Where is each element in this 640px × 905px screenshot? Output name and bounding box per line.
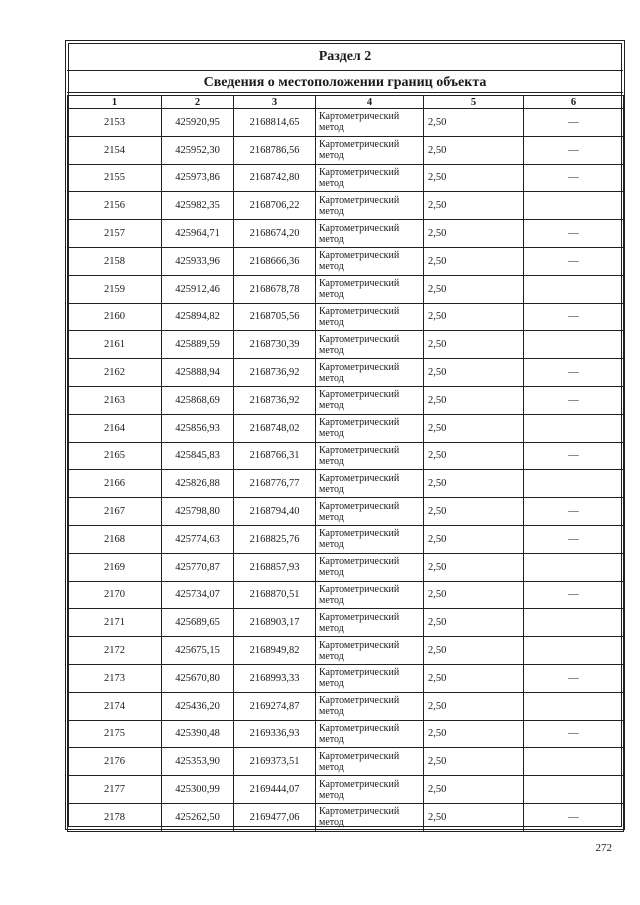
cell-point-number: 2163: [68, 386, 162, 414]
cell-accuracy: 2,50: [424, 164, 524, 192]
cell-coord-y: 2168736,92: [234, 359, 316, 387]
cell-method: Картометрический метод: [316, 275, 424, 303]
cell-accuracy: 2,50: [424, 664, 524, 692]
table-row: [68, 442, 624, 470]
table-row: [68, 692, 624, 720]
table-header-row: [68, 96, 624, 109]
cell-method: Картометрический метод: [316, 609, 424, 637]
cell-coord-x: 425868,69: [162, 386, 234, 414]
cell-accuracy: 2,50: [424, 414, 524, 442]
cell-note: [524, 331, 624, 359]
cell-coord-x: 425952,30: [162, 136, 234, 164]
cell-point-number: 2165: [68, 442, 162, 470]
cell-coord-x: 425912,46: [162, 275, 234, 303]
column-header-6: 6: [524, 96, 624, 109]
cell-note: —: [524, 109, 624, 137]
cell-note: [524, 192, 624, 220]
cell-note: [524, 414, 624, 442]
cell-coord-y: 2168870,51: [234, 581, 316, 609]
cell-note: [524, 553, 624, 581]
table-row: [68, 637, 624, 665]
cell-accuracy: 2,50: [424, 553, 524, 581]
cell-coord-y: 2168776,77: [234, 470, 316, 498]
cell-note: [524, 275, 624, 303]
cell-point-number: 2176: [68, 748, 162, 776]
cell-accuracy: 2,50: [424, 386, 524, 414]
cell-method: Картометрический метод: [316, 803, 424, 831]
cell-coord-x: 425920,95: [162, 109, 234, 137]
cell-coord-x: 425889,59: [162, 331, 234, 359]
cell-note: [524, 692, 624, 720]
cell-method: Картометрический метод: [316, 748, 424, 776]
cell-accuracy: 2,50: [424, 720, 524, 748]
cell-point-number: 2177: [68, 776, 162, 804]
cell-coord-y: 2168730,39: [234, 331, 316, 359]
cell-accuracy: 2,50: [424, 803, 524, 831]
cell-coord-x: 425353,90: [162, 748, 234, 776]
cell-point-number: 2162: [68, 359, 162, 387]
cell-method: Картометрический метод: [316, 525, 424, 553]
cell-coord-y: 2168993,33: [234, 664, 316, 692]
cell-accuracy: 2,50: [424, 581, 524, 609]
cell-note: [524, 637, 624, 665]
table-row: [68, 275, 624, 303]
cell-method: Картометрический метод: [316, 692, 424, 720]
table-row: [68, 581, 624, 609]
cell-method: Картометрический метод: [316, 220, 424, 248]
table-row: [68, 498, 624, 526]
cell-accuracy: 2,50: [424, 136, 524, 164]
cell-note: —: [524, 664, 624, 692]
cell-point-number: 2174: [68, 692, 162, 720]
cell-method: Картометрический метод: [316, 776, 424, 804]
cell-coord-x: 425734,07: [162, 581, 234, 609]
cell-accuracy: 2,50: [424, 776, 524, 804]
cell-coord-x: 425670,80: [162, 664, 234, 692]
cell-note: [524, 470, 624, 498]
cell-method: Картометрический метод: [316, 359, 424, 387]
table-row: [68, 136, 624, 164]
cell-method: Картометрический метод: [316, 498, 424, 526]
cell-coord-x: 425689,65: [162, 609, 234, 637]
cell-coord-x: 425675,15: [162, 637, 234, 665]
cell-coord-x: 425964,71: [162, 220, 234, 248]
cell-coord-x: 425982,35: [162, 192, 234, 220]
cell-point-number: 2175: [68, 720, 162, 748]
cell-coord-x: 425973,86: [162, 164, 234, 192]
cell-method: Картометрический метод: [316, 164, 424, 192]
table-row: [68, 192, 624, 220]
cell-point-number: 2167: [68, 498, 162, 526]
table-row: [68, 664, 624, 692]
cell-coord-y: 2168903,17: [234, 609, 316, 637]
cell-point-number: 2166: [68, 470, 162, 498]
cell-coord-x: 425933,96: [162, 247, 234, 275]
cell-coord-y: 2168786,56: [234, 136, 316, 164]
cell-coord-y: 2168949,82: [234, 637, 316, 665]
table-row: [68, 609, 624, 637]
cell-method: Картометрический метод: [316, 581, 424, 609]
cell-coord-x: 425770,87: [162, 553, 234, 581]
section-title: Раздел 2: [67, 43, 623, 71]
subsection-title: Сведения о местоположении границ объекта: [67, 73, 623, 93]
cell-note: —: [524, 442, 624, 470]
table-row: [68, 553, 624, 581]
cell-coord-y: 2169336,93: [234, 720, 316, 748]
cell-method: Картометрический метод: [316, 720, 424, 748]
cell-coord-x: 425894,82: [162, 303, 234, 331]
cell-coord-y: 2168857,93: [234, 553, 316, 581]
column-header-1: 1: [68, 96, 162, 109]
table-row: [68, 359, 624, 387]
cell-coord-x: 425262,50: [162, 803, 234, 831]
cell-accuracy: 2,50: [424, 748, 524, 776]
cell-coord-x: 425826,88: [162, 470, 234, 498]
table-row: [68, 776, 624, 804]
cell-method: Картометрический метод: [316, 637, 424, 665]
cell-coord-x: 425888,94: [162, 359, 234, 387]
cell-note: [524, 776, 624, 804]
cell-coord-x: 425436,20: [162, 692, 234, 720]
cell-method: Картометрический метод: [316, 470, 424, 498]
cell-accuracy: 2,50: [424, 470, 524, 498]
cell-point-number: 2171: [68, 609, 162, 637]
table-row: [68, 720, 624, 748]
column-header-5: 5: [424, 96, 524, 109]
table-row: [68, 331, 624, 359]
cell-accuracy: 2,50: [424, 247, 524, 275]
cell-coord-y: 2168678,78: [234, 275, 316, 303]
table-row: [68, 748, 624, 776]
column-header-4: 4: [316, 96, 424, 109]
cell-coord-x: 425856,93: [162, 414, 234, 442]
cell-method: Картометрический метод: [316, 331, 424, 359]
cell-method: Картометрический метод: [316, 136, 424, 164]
cell-coord-y: 2168666,36: [234, 247, 316, 275]
cell-note: —: [524, 136, 624, 164]
cell-method: Картометрический метод: [316, 442, 424, 470]
column-header-3: 3: [234, 96, 316, 109]
table-row: [68, 470, 624, 498]
cell-point-number: 2155: [68, 164, 162, 192]
table-body: [68, 109, 624, 832]
cell-note: —: [524, 220, 624, 248]
cell-coord-y: 2168742,80: [234, 164, 316, 192]
cell-point-number: 2169: [68, 553, 162, 581]
boundary-coordinates-table: [67, 95, 624, 832]
page-number: 272: [595, 842, 612, 854]
cell-point-number: 2153: [68, 109, 162, 137]
cell-accuracy: 2,50: [424, 303, 524, 331]
column-header-2: 2: [162, 96, 234, 109]
cell-method: Картометрический метод: [316, 247, 424, 275]
cell-coord-y: 2168766,31: [234, 442, 316, 470]
cell-note: —: [524, 581, 624, 609]
cell-coord-y: 2169373,51: [234, 748, 316, 776]
cell-note: —: [524, 303, 624, 331]
table-row: [68, 247, 624, 275]
cell-accuracy: 2,50: [424, 498, 524, 526]
cell-coord-y: 2168748,02: [234, 414, 316, 442]
cell-accuracy: 2,50: [424, 275, 524, 303]
cell-accuracy: 2,50: [424, 442, 524, 470]
cell-method: Картометрический метод: [316, 192, 424, 220]
table-row: [68, 220, 624, 248]
cell-note: —: [524, 247, 624, 275]
table-row: [68, 414, 624, 442]
cell-accuracy: 2,50: [424, 192, 524, 220]
table-row: [68, 525, 624, 553]
cell-accuracy: 2,50: [424, 359, 524, 387]
cell-coord-y: 2169444,07: [234, 776, 316, 804]
cell-point-number: 2172: [68, 637, 162, 665]
cell-note: —: [524, 498, 624, 526]
cell-note: —: [524, 803, 624, 831]
cell-point-number: 2156: [68, 192, 162, 220]
cell-note: —: [524, 359, 624, 387]
cell-point-number: 2170: [68, 581, 162, 609]
cell-coord-x: 425390,48: [162, 720, 234, 748]
cell-accuracy: 2,50: [424, 525, 524, 553]
cell-point-number: 2178: [68, 803, 162, 831]
cell-accuracy: 2,50: [424, 331, 524, 359]
cell-coord-y: 2168825,76: [234, 525, 316, 553]
cell-point-number: 2154: [68, 136, 162, 164]
cell-method: Картометрический метод: [316, 553, 424, 581]
cell-method: Картометрический метод: [316, 386, 424, 414]
cell-note: —: [524, 525, 624, 553]
cell-point-number: 2164: [68, 414, 162, 442]
table-row: [68, 109, 624, 137]
cell-coord-x: 425300,99: [162, 776, 234, 804]
cell-point-number: 2168: [68, 525, 162, 553]
cell-method: Картометрический метод: [316, 109, 424, 137]
cell-coord-x: 425845,83: [162, 442, 234, 470]
cell-point-number: 2160: [68, 303, 162, 331]
cell-coord-y: 2168674,20: [234, 220, 316, 248]
cell-point-number: 2173: [68, 664, 162, 692]
cell-accuracy: 2,50: [424, 609, 524, 637]
cell-coord-y: 2168705,56: [234, 303, 316, 331]
table-row: [68, 803, 624, 831]
cell-accuracy: 2,50: [424, 637, 524, 665]
cell-point-number: 2159: [68, 275, 162, 303]
cell-accuracy: 2,50: [424, 109, 524, 137]
cell-coord-y: 2168814,65: [234, 109, 316, 137]
cell-coord-y: 2168736,92: [234, 386, 316, 414]
cell-point-number: 2161: [68, 331, 162, 359]
cell-coord-x: 425774,63: [162, 525, 234, 553]
table-row: [68, 164, 624, 192]
cell-coord-y: 2169274,87: [234, 692, 316, 720]
cell-note: —: [524, 164, 624, 192]
cell-note: [524, 609, 624, 637]
cell-coord-y: 2168706,22: [234, 192, 316, 220]
cell-note: —: [524, 720, 624, 748]
cell-coord-y: 2168794,40: [234, 498, 316, 526]
cell-note: [524, 748, 624, 776]
cell-method: Картометрический метод: [316, 303, 424, 331]
cell-method: Картометрический метод: [316, 664, 424, 692]
cell-point-number: 2157: [68, 220, 162, 248]
cell-accuracy: 2,50: [424, 220, 524, 248]
cell-coord-y: 2169477,06: [234, 803, 316, 831]
cell-note: —: [524, 386, 624, 414]
cell-accuracy: 2,50: [424, 692, 524, 720]
cell-coord-x: 425798,80: [162, 498, 234, 526]
cell-method: Картометрический метод: [316, 414, 424, 442]
table-row: [68, 386, 624, 414]
cell-point-number: 2158: [68, 247, 162, 275]
table-row: [68, 303, 624, 331]
